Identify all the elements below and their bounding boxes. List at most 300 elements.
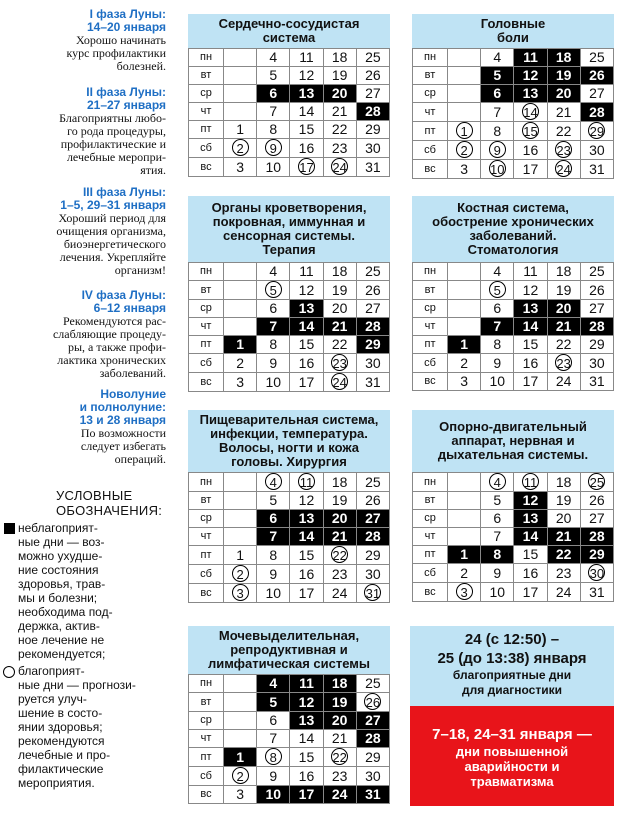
calendar-week-row [189,85,390,103]
legend-good-line: лечебные и про- [18,748,111,762]
legend-good-line: мероприятия. [18,776,95,790]
calendar-week-row [189,281,390,300]
calendar-week-row [413,336,614,354]
day-cell-unfavorable: 20 [323,712,356,730]
empty-cell [448,67,481,85]
day-cell: 16 [290,767,323,786]
weekday-label: чт [189,730,224,748]
phase-1-text-line: Хорошо начинать [75,33,166,47]
weekday-label: чт [189,103,224,121]
calendar-week-row [413,473,614,492]
day-cell-favorable [356,693,389,712]
day-cell-unfavorable: 4 [257,675,290,693]
day-cell: 4 [481,49,514,67]
phase-1 [2,8,166,73]
favorable-day-number: 3 [232,584,249,601]
day-cell-unfavorable: 21 [547,318,580,336]
weekday-label: ср [413,85,448,103]
empty-cell [224,49,257,67]
day-cell: 17 [514,373,547,391]
weekday-label: ср [189,510,224,528]
legend-bad-line: можно ухудше- [18,549,103,563]
day-cell: 22 [547,336,580,354]
calendar-week-row [189,730,390,748]
calendar-grid [188,48,390,177]
calendar-week-row [189,263,390,281]
phase-1-dates: 14–20 января [86,20,166,34]
day-cell: 29 [356,748,389,767]
day-cell: 8 [481,122,514,141]
panel-title-line: Терапия [262,242,316,257]
phase-5-title: Новолуние [100,387,166,401]
day-cell: 6 [481,510,514,528]
day-cell: 5 [481,492,514,510]
calendar-week-row [413,318,614,336]
weekday-label: вт [413,67,448,85]
day-cell: 26 [580,281,613,300]
day-cell: 14 [290,103,323,121]
day-cell: 27 [580,85,613,103]
phase-2-dates: 21–27 января [86,98,166,112]
day-cell: 23 [323,139,356,158]
day-cell-unfavorable: 20 [547,300,580,318]
day-cell: 3 [448,160,481,179]
day-cell: 7 [257,103,290,121]
day-cell: 15 [514,546,547,564]
empty-cell [448,49,481,67]
calendar-panel-urinary [188,626,390,804]
day-cell-favorable [448,141,481,160]
legend-bad-line: мы и болезни; [18,591,98,605]
weekday-label: вт [189,492,224,510]
panel-title-line: лимфатическая системы [207,656,371,671]
day-cell-unfavorable: 11 [290,675,323,693]
day-cell: 30 [356,767,389,786]
calendar-week-row [189,565,390,584]
legend-bad-line: необходима под- [18,605,113,619]
legend-bad-line: здоровья, трав- [18,577,106,591]
favorable-day-number: 22 [332,548,347,563]
calendar-panel-hematopoietic [188,196,390,392]
favorable-day-number: 23 [556,356,571,371]
day-cell-unfavorable: 7 [257,528,290,546]
day-cell: 26 [356,281,389,300]
day-cell-favorable [224,565,257,584]
day-cell-favorable [481,160,514,179]
legend-bad-days [2,521,170,661]
calendar-week-row [189,373,390,392]
day-cell-unfavorable: 26 [580,67,613,85]
weekday-label: чт [413,103,448,122]
day-cell-unfavorable: 28 [356,528,389,546]
day-cell: 31 [580,373,613,391]
weekday-label: вт [189,693,224,712]
empty-cell [224,300,257,318]
phase-3-title: III фаза Луны: [82,185,166,199]
phase-1-heading [2,8,166,34]
day-cell: 16 [514,564,547,583]
favorable-day-number: 11 [523,475,538,490]
empty-cell [448,492,481,510]
day-cell: 26 [356,492,389,510]
weekday-label: сб [413,564,448,583]
day-cell: 4 [257,49,290,67]
calendar-week-row [413,281,614,300]
weekday-label: вт [189,281,224,300]
weekday-label: сб [189,767,224,786]
day-cell: 4 [257,263,290,281]
day-cell-unfavorable: 13 [290,85,323,103]
phase-3-text-line: организм! [114,263,166,277]
phase-3-text-line: очищения организма, [56,224,166,238]
calendar-panel-digestive [188,410,390,603]
calendar-week-row [413,160,614,179]
legend-bad-line: ные дни — воз- [18,535,105,549]
day-cell: 18 [323,263,356,281]
day-cell: 30 [580,354,613,373]
empty-cell [224,85,257,103]
day-cell-unfavorable: 18 [547,49,580,67]
day-cell: 8 [481,336,514,354]
favorable-day-number: 14 [523,105,538,120]
day-cell-unfavorable: 13 [290,510,323,528]
day-cell: 17 [514,160,547,179]
day-cell: 8 [257,336,290,354]
favorable-day-number: 17 [299,160,314,175]
empty-cell [224,263,257,281]
day-cell: 22 [547,122,580,141]
legend-bad-line: ное лечение не [18,633,105,647]
phase-3-heading [2,186,166,212]
day-cell: 1 [224,546,257,565]
panel-title-line: репродуктивная и [230,642,348,657]
phase-4 [2,289,166,380]
legend-good-line: руется улуч- [18,692,87,706]
day-cell: 12 [290,67,323,85]
calendar-grid [412,262,614,391]
diagnostics-caption: для диагностики [462,683,562,697]
day-cell: 27 [356,85,389,103]
day-cell: 9 [257,354,290,373]
day-cell: 11 [514,263,547,281]
day-cell: 12 [290,281,323,300]
day-cell: 6 [257,300,290,318]
day-cell-favorable [547,354,580,373]
day-cell: 30 [356,139,389,158]
favorable-day-number: 24 [556,162,571,177]
day-cell: 17 [290,584,323,603]
calendar-week-row [189,693,390,712]
day-cell: 20 [547,510,580,528]
calendar-week-row [189,748,390,767]
phase-3-text [2,212,166,277]
empty-cell [448,300,481,318]
day-cell-favorable [448,583,481,602]
calendar-grid [188,674,390,804]
day-cell-unfavorable: 28 [356,103,389,121]
day-cell-unfavorable: 13 [514,85,547,103]
day-cell-unfavorable: 21 [323,318,356,336]
day-cell: 11 [290,263,323,281]
day-cell: 16 [290,139,323,158]
day-cell: 24 [323,584,356,603]
weekday-label: пн [189,263,224,281]
day-cell-unfavorable: 18 [323,675,356,693]
day-cell: 9 [481,564,514,583]
day-cell: 18 [323,49,356,67]
weekday-label: пт [413,546,448,564]
weekday-label: ср [189,712,224,730]
weekday-label: пт [413,122,448,141]
calendar-grid [412,48,614,179]
panel-title-line: дыхательная системы. [437,447,589,462]
favorable-day-number: 23 [332,356,347,371]
favorable-day-number: 5 [265,281,282,298]
day-cell-favorable [290,473,323,492]
day-cell-unfavorable: 6 [257,510,290,528]
empty-cell [448,473,481,492]
phase-2-title: II фаза Луны: [86,85,166,99]
phase-2-text-line: ятия. [140,163,166,177]
diagnostics-caption: благоприятные дни [452,668,572,682]
day-cell: 15 [514,336,547,354]
day-cell: 16 [514,141,547,160]
empty-cell [224,712,257,730]
day-cell-unfavorable: 10 [257,786,290,804]
day-cell-unfavorable: 21 [323,528,356,546]
calendar-week-row [189,510,390,528]
calendar-week-row [413,546,614,564]
day-cell: 20 [323,300,356,318]
calendar-week-row [189,546,390,565]
black-square-icon [4,523,15,534]
day-cell: 24 [547,373,580,391]
weekday-label: пт [413,336,448,354]
calendar-week-row [413,300,614,318]
day-cell-unfavorable: 31 [356,786,389,804]
day-cell: 3 [224,158,257,177]
alert-caption: травматизма [470,774,554,789]
day-cell: 15 [290,336,323,354]
calendar-panel-skeletal [412,196,614,391]
weekday-label: вс [413,583,448,602]
day-cell: 10 [257,158,290,177]
day-cell-favorable [224,767,257,786]
favorable-day-number: 2 [232,767,249,784]
legend-good-days [2,664,170,790]
day-cell-unfavorable: 28 [356,318,389,336]
favorable-day-number: 23 [556,143,571,158]
favorable-day-number: 31 [365,586,381,601]
weekday-label: вс [189,158,224,177]
day-cell: 10 [481,373,514,391]
phase-1-text-line: болезней. [116,59,166,73]
day-cell: 15 [290,121,323,139]
empty-cell [448,281,481,300]
day-cell: 23 [547,564,580,583]
phase-4-text-line: заболеваний. [99,366,166,380]
day-cell: 25 [580,49,613,67]
day-cell-favorable [257,281,290,300]
empty-cell [224,281,257,300]
panel-title-line: головы. Хирургия [231,454,347,469]
weekday-label: вс [189,786,224,804]
weekday-label: сб [413,354,448,373]
day-cell: 19 [323,67,356,85]
weekday-label: сб [189,354,224,373]
day-cell-unfavorable: 28 [580,318,613,336]
calendar-week-row [189,473,390,492]
favorable-day-number: 24 [332,160,347,175]
calendar-week-row [189,675,390,693]
calendar-panel-headaches [412,14,614,179]
calendar-week-row [413,263,614,281]
phase-2-text-line: го рода процедуры, [67,124,166,138]
calendar-week-row [189,139,390,158]
favorable-day-number: 1 [456,122,473,139]
day-cell-unfavorable: 20 [323,85,356,103]
panel-title [188,410,390,472]
day-cell: 18 [547,473,580,492]
calendar-week-row [413,103,614,122]
panel-title-line: боли [497,30,529,45]
favorable-day-number: 4 [265,473,282,490]
day-cell: 19 [547,281,580,300]
panel-title-line: Костная система, [457,200,569,215]
weekday-label: вс [413,373,448,391]
day-cell-unfavorable: 20 [323,510,356,528]
panel-title-line: Стоматология [467,242,559,257]
phase-3-text-line: Хороший период для [58,211,166,225]
panel-title [188,626,390,674]
day-cell: 10 [257,584,290,603]
alert-caption: дни повышенной [455,744,569,759]
panel-title-line: Мочевыделительная, [218,628,360,643]
phase-3-text-line: биоэнергетического [63,237,166,251]
calendar-week-row [413,528,614,546]
day-cell: 7 [481,103,514,122]
empty-cell [448,85,481,103]
day-cell-favorable [323,354,356,373]
day-cell: 24 [547,583,580,602]
empty-cell [448,103,481,122]
panel-title-line: заболеваний. [469,228,557,243]
empty-cell [448,318,481,336]
calendar-grid [188,472,390,603]
day-cell: 7 [257,730,290,748]
panel-title [188,196,390,262]
day-cell: 9 [257,565,290,584]
day-cell: 11 [290,49,323,67]
favorable-day-number: 29 [589,124,605,139]
weekday-label: чт [413,528,448,546]
day-cell: 8 [257,121,290,139]
phase-5-text-line: операций. [114,452,166,466]
day-cell-favorable [481,473,514,492]
weekday-label: ср [189,300,224,318]
favorable-day-number: 5 [489,281,506,298]
alert-dates: 7–18, 24–31 января — [432,726,592,743]
weekday-label: пт [189,121,224,139]
panel-title-line: сенсорная системы. [223,228,355,243]
empty-cell [224,103,257,121]
day-cell: 3 [448,373,481,391]
phase-2-heading [2,86,166,112]
day-cell-unfavorable: 12 [290,693,323,712]
calendar-grid [188,262,390,392]
day-cell: 31 [356,158,389,177]
weekday-label: пн [413,263,448,281]
day-cell-favorable [448,122,481,141]
alert-caption: аварийности и [464,759,560,774]
favorable-day-number: 9 [265,139,282,156]
empty-cell [224,318,257,336]
day-cell: 29 [356,546,389,565]
day-cell-unfavorable: 27 [356,510,389,528]
day-cell: 15 [290,546,323,565]
calendar-week-row [189,121,390,139]
day-cell-favorable [257,473,290,492]
favorable-day-number: 24 [332,375,347,390]
day-cell: 4 [481,263,514,281]
favorable-day-number: 30 [589,566,605,581]
day-cell-favorable [257,139,290,158]
day-cell-favorable [580,122,613,141]
day-cell: 30 [356,565,389,584]
weekday-label: сб [189,565,224,584]
day-cell: 10 [257,373,290,392]
legend-bad-line: ние состояния [18,563,99,577]
day-cell-favorable [514,122,547,141]
favorable-day-number: 10 [490,162,505,177]
weekday-label: вс [413,160,448,179]
day-cell: 8 [257,546,290,565]
calendar-week-row [189,492,390,510]
day-cell: 25 [356,49,389,67]
panel-title-line: Головные [480,16,546,31]
weekday-label: вс [189,584,224,603]
favorable-day-number: 26 [365,695,381,710]
calendar-week-row [413,583,614,602]
weekday-label: вт [413,281,448,300]
phase-1-text-line: курс профилактики [66,46,166,60]
weekday-label: чт [189,318,224,336]
diagnostics-dates-start: 24 (с 12:50) – [464,631,560,648]
phase-2 [2,86,166,177]
day-cell-unfavorable: 24 [323,786,356,804]
day-cell-unfavorable: 1 [224,336,257,354]
day-cell: 2 [448,564,481,583]
empty-cell [224,730,257,748]
weekday-label: ср [413,510,448,528]
day-cell: 10 [481,583,514,602]
day-cell: 22 [323,336,356,354]
day-cell: 3 [224,786,257,804]
day-cell-unfavorable: 14 [514,318,547,336]
weekday-label: вс [189,373,224,392]
calendar-week-row [189,67,390,85]
day-cell: 12 [514,281,547,300]
panel-title-line: система [262,30,316,45]
legend-bad-line: держка, актив- [18,619,100,633]
day-cell: 30 [580,141,613,160]
day-cell-favorable [224,584,257,603]
day-cell: 7 [481,528,514,546]
day-cell: 21 [323,103,356,121]
legend-title [2,488,170,518]
phase-2-text [2,112,166,177]
panel-title [188,14,390,48]
